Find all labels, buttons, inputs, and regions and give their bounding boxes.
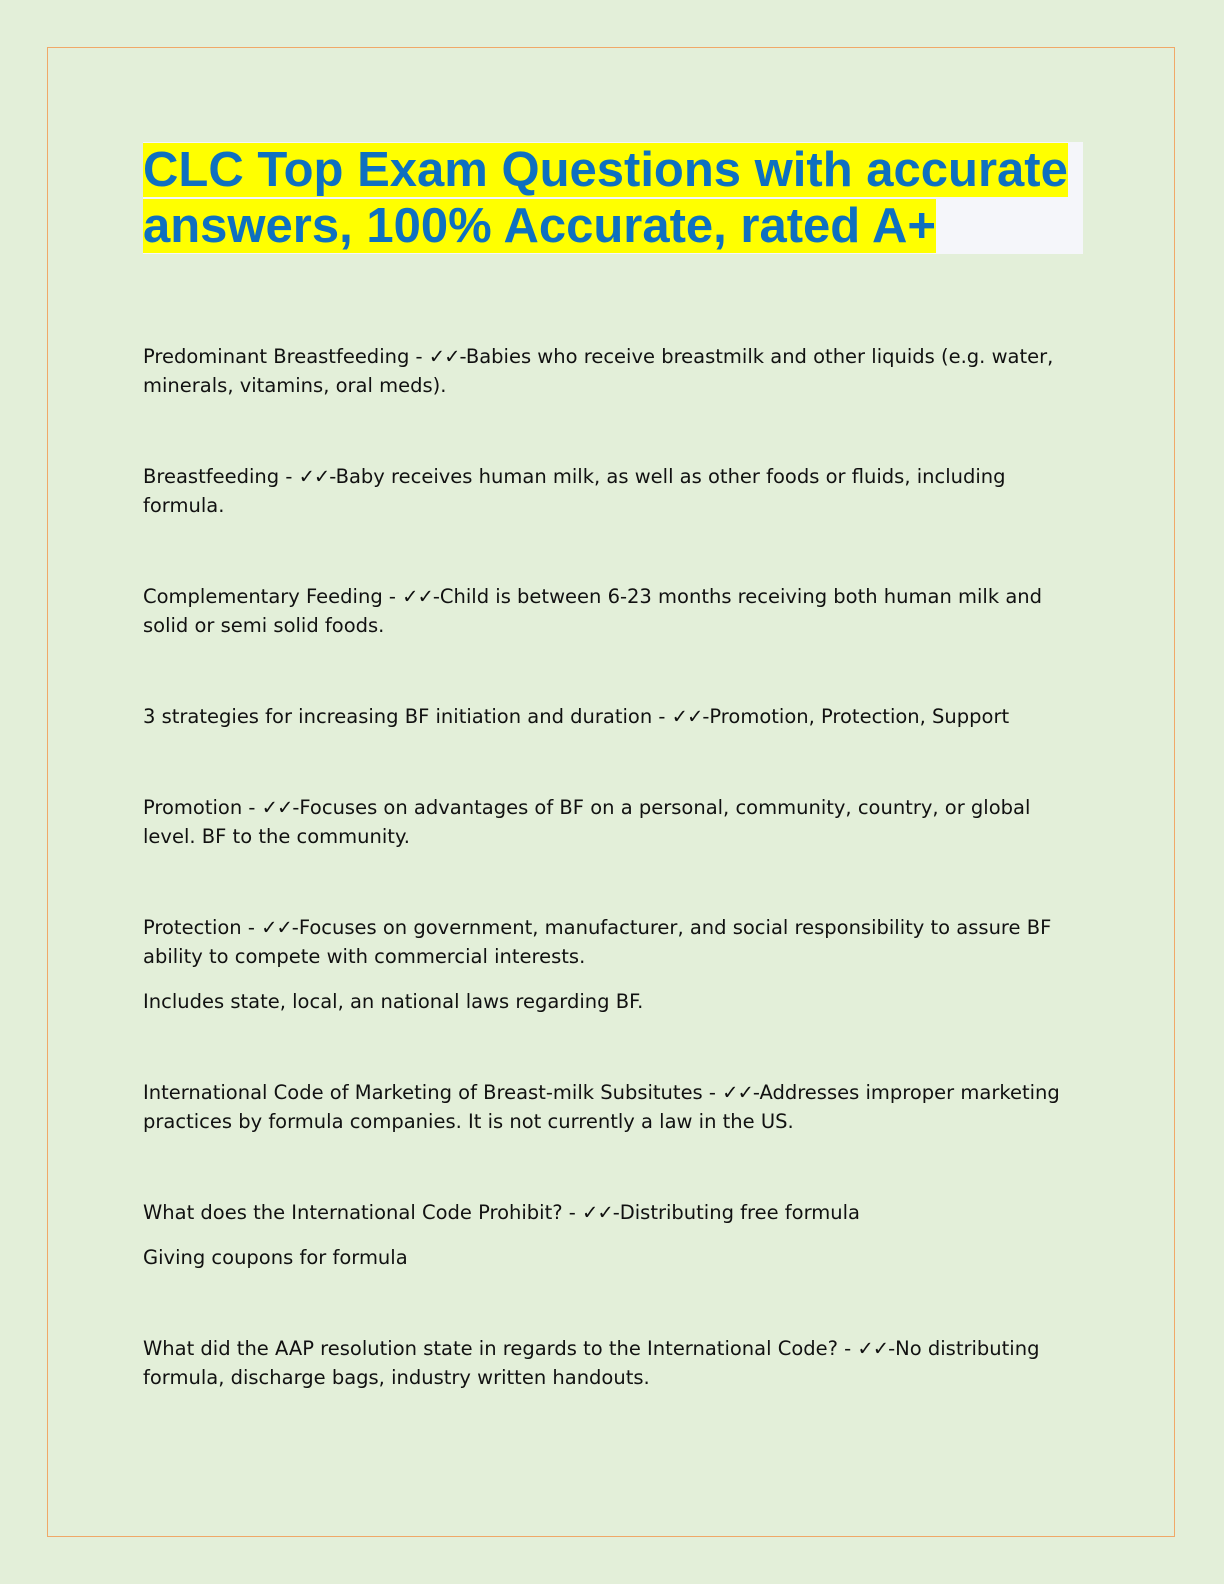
definition: Baby receives human milk, as well as other foods or fluids, including formula. (143, 465, 1006, 517)
term: Complementary Feeding (143, 585, 383, 608)
definition: Distributing free formula (619, 1201, 860, 1224)
qa-line: Promotion - ✓✓-Focuses on advantages of BF on a personal, community, country, or global level. BF to the community. (143, 796, 1031, 848)
qa-entry (143, 1078, 1088, 1136)
additional-line: Includes state, local, an national laws regarding BF. (143, 990, 644, 1013)
definition: Promotion, Protection, Support (709, 705, 1010, 728)
check-mark-icon: ✓✓ (722, 1081, 753, 1104)
term: What did the AAP resolution state in regards to the International Code? (143, 1337, 838, 1360)
term: Predominant Breastfeeding (143, 345, 410, 368)
qa-entry (143, 1198, 1088, 1272)
qa-line: What does the International Code Prohibit? - ✓✓-Distributing free formula (143, 1201, 860, 1224)
definition: Focuses on advantages of BF on a personal, community, country, or global level. BF to the community. (143, 796, 1031, 848)
check-mark-icon: ✓✓ (261, 796, 293, 819)
check-mark-icon: ✓✓ (402, 585, 433, 608)
definition: Focuses on government, manufacturer, and social responsibility to assure BF ability to compete with commercial interests. (143, 916, 1052, 968)
check-mark-icon: ✓✓ (671, 705, 703, 728)
check-mark-icon: ✓✓ (582, 1201, 613, 1224)
check-mark-icon: ✓✓ (298, 465, 330, 488)
document-title: CLC Top Exam Questions with accurate answers, 100% Accurate, rated A+ (143, 143, 1068, 253)
definition: No distributing formula, discharge bags, industry written handouts. (143, 1337, 1040, 1389)
qa-entry (143, 793, 1088, 851)
term: What does the International Code Prohibit? (143, 1201, 563, 1224)
term: Breastfeeding (143, 465, 280, 488)
additional-line: Giving coupons for formula (143, 1246, 408, 1269)
qa-entry (143, 702, 1088, 731)
qa-entry (143, 462, 1088, 520)
definition: Babies who receive breastmilk and other liquids (e.g. water, minerals, vitamins, oral meds). (143, 345, 1054, 397)
qa-line: Predominant Breastfeeding - ✓✓-Babies who receive breastmilk and other liquids (e.g. water, minerals, vitamins, oral meds). (143, 345, 1054, 397)
qa-entry (143, 913, 1088, 1016)
qa-entry (143, 342, 1088, 400)
title-box (143, 142, 1083, 254)
qa-line: What did the AAP resolution state in regards to the International Code? - ✓✓-No distributing formula, discharge bags, industry written handouts. (143, 1337, 1040, 1389)
check-mark-icon: ✓✓ (428, 345, 460, 368)
qa-list (143, 342, 1088, 1392)
qa-line: Protection - ✓✓-Focuses on government, manufacturer, and social responsibility to assure BF ability to compete with commercial interests. (143, 916, 1052, 968)
qa-entry (143, 1334, 1088, 1392)
term: 3 strategies for increasing BF initiation and duration (143, 705, 653, 728)
term: International Code of Marketing of Breast-milk Subsitutes (143, 1081, 703, 1104)
check-mark-icon: ✓✓ (261, 916, 292, 939)
term: Promotion (143, 796, 243, 819)
definition: Addresses improper marketing practices by formula companies. It is not currently a law in the US. (143, 1081, 1060, 1133)
check-mark-icon: ✓✓ (857, 1337, 889, 1360)
qa-entry (143, 582, 1088, 640)
qa-line: Breastfeeding - ✓✓-Baby receives human milk, as well as other foods or fluids, including formula. (143, 465, 1006, 517)
qa-line: Complementary Feeding - ✓✓-Child is between 6-23 months receiving both human milk and solid or semi solid foods. (143, 585, 1043, 637)
qa-line: 3 strategies for increasing BF initiation and duration - ✓✓-Promotion, Protection, Support (143, 705, 1010, 728)
term: Protection (143, 916, 242, 939)
qa-line: International Code of Marketing of Breast-milk Subsitutes - ✓✓-Addresses improper marketing practices by formula companies. It is not currently a law in the US. (143, 1081, 1060, 1133)
definition: Child is between 6-23 months receiving both human milk and solid or semi solid foods. (143, 585, 1043, 637)
